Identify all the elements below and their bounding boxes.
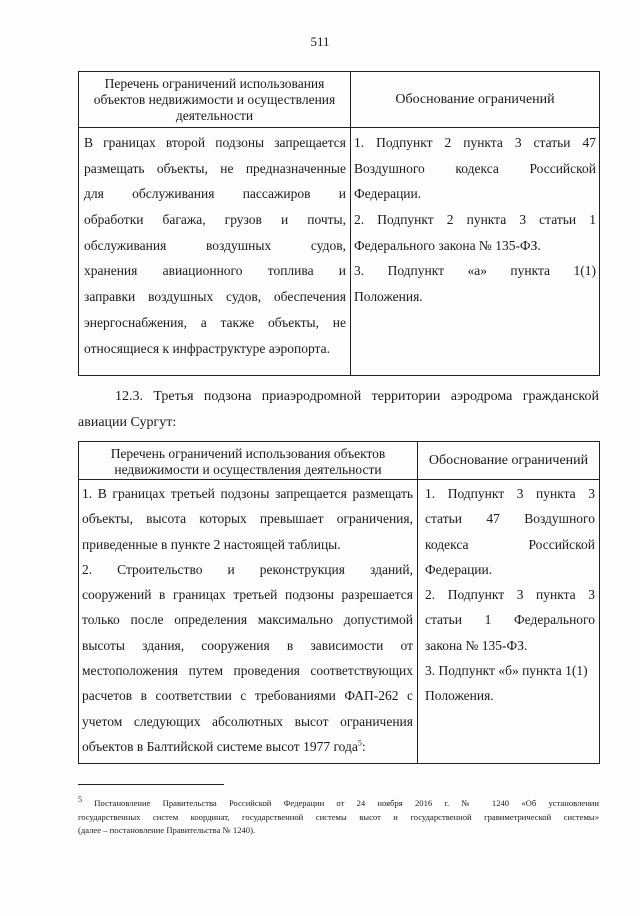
table2-header-line: Перечень ограничений использования объектов bbox=[110, 446, 386, 461]
text-line: обработки багажа, грузов и почты, bbox=[84, 212, 346, 228]
footnote-ref[interactable]: 5 bbox=[357, 738, 362, 748]
text-line: хранения авиационного топлива и bbox=[84, 263, 346, 279]
text-line: обслуживания воздушных судов, bbox=[84, 237, 346, 253]
footnote-mark: 5 bbox=[78, 795, 82, 805]
footnote bbox=[78, 797, 599, 838]
table1-header-line: Перечень ограничений использования bbox=[104, 76, 325, 91]
text-line: учетом следующих абсолютных высот ограничения bbox=[82, 713, 413, 729]
page-number: 511 bbox=[310, 34, 330, 49]
text-line: для обслуживания пассажиров и bbox=[84, 186, 346, 202]
text-line: статьи 1 Федерального bbox=[425, 612, 595, 628]
text-line: закона № 135-ФЗ. bbox=[425, 637, 528, 653]
text-line: заправки воздушных судов, обеспечения bbox=[84, 289, 346, 305]
text-line: местоположения путем проведения соответствующих bbox=[82, 663, 413, 679]
text-line: только после определения максимально допустимой bbox=[82, 612, 413, 628]
text-line: Воздушного кодекса Российской bbox=[354, 160, 596, 176]
table2-header-restrictions bbox=[79, 442, 418, 480]
text-line: 3. Подпункт «а» пункта 1(1) bbox=[354, 263, 596, 279]
table2-header-justification: Обоснование ограничений bbox=[418, 442, 600, 480]
text-line: сооружений в границах третьей подзоны разрешается bbox=[82, 587, 413, 603]
restrictions-table-zone-2 bbox=[78, 71, 600, 376]
footnote-line: государственных систем координат, государственной системы высот и государственной гравиметрической системы» bbox=[78, 811, 599, 822]
text-line: расчетов в соответствии с требованиями ФАП-262 с bbox=[82, 688, 413, 704]
text-line: статьи 47 Воздушного bbox=[425, 511, 595, 527]
restrictions-table-zone-3 bbox=[78, 441, 600, 764]
text-line: объекты, высота которых превышает ограничения, bbox=[82, 511, 413, 527]
text-line: кодекса Российской bbox=[425, 536, 595, 552]
text-line: объектов в Балтийской системе высот 1977 года$^5$: bbox=[82, 738, 366, 754]
text-line: В границах второй подзоны запрещается bbox=[84, 135, 346, 150]
footnote-line: (далее – постановление Правительства № 1240). bbox=[78, 825, 256, 835]
text-line: размещать объекты, не предназначенные bbox=[84, 160, 346, 176]
text-line: высоты здания, сооружения в зависимости от bbox=[82, 637, 413, 653]
text-line: Положения. bbox=[425, 688, 494, 704]
table1-header-justification: Обоснование ограничений bbox=[351, 72, 600, 128]
text-line: 2. Подпункт 3 пункта 3 bbox=[425, 587, 595, 603]
table1-header-line: деятельности bbox=[175, 108, 254, 123]
table1-restriction-cell bbox=[79, 128, 351, 376]
text-line: Федерации. bbox=[354, 186, 422, 202]
text-line: 1. Подпункт 3 пункта 3 bbox=[425, 486, 595, 501]
table1-justification-cell bbox=[351, 128, 600, 376]
table1-header-line: объектов недвижимости и осуществления bbox=[93, 92, 336, 107]
text-line: 1. В границах третьей подзоны запрещается размещать bbox=[82, 486, 413, 501]
text-line: энергоснабжения, а также объекты, не bbox=[84, 314, 346, 330]
text-line: Положения. bbox=[354, 289, 423, 305]
footnote-separator bbox=[78, 784, 224, 785]
text-line: относящиеся к инфраструктуре аэропорта. bbox=[84, 340, 330, 356]
text-line: 1. Подпункт 2 пункта 3 статьи 47 bbox=[354, 135, 596, 150]
section-paragraph bbox=[78, 384, 599, 436]
section-title-line: 12.3. Третья подзона приаэродромной территории аэродрома гражданской bbox=[115, 389, 599, 404]
table2-restriction-cell bbox=[79, 480, 418, 764]
table2-header-line: недвижимости и осуществления деятельности bbox=[114, 462, 382, 477]
text-line: Федерального закона № 135-ФЗ. bbox=[354, 237, 541, 253]
section-title-line: авиации Сургут: bbox=[78, 415, 177, 430]
table2-justification-cell bbox=[418, 480, 600, 764]
text-line: 3. Подпункт «б» пункта 1(1) bbox=[425, 663, 588, 679]
text-line: приведенные в пункте 2 настоящей таблицы. bbox=[82, 536, 341, 552]
text-line-content: объектов в Балтийской системе высот 1977 года bbox=[82, 738, 358, 754]
text-line: 2. Подпункт 2 пункта 3 статьи 1 bbox=[354, 212, 596, 228]
text-line: 2. Строительство и реконструкция зданий, bbox=[82, 561, 413, 577]
footnote-text: Постановление Правительства Российской Федерации от 24 ноября 2016 г. № 1240 «Об установлении bbox=[94, 798, 599, 808]
footnote-line bbox=[78, 797, 599, 811]
table1-header-restrictions bbox=[79, 72, 351, 128]
text-line: Федерации. bbox=[425, 561, 493, 577]
